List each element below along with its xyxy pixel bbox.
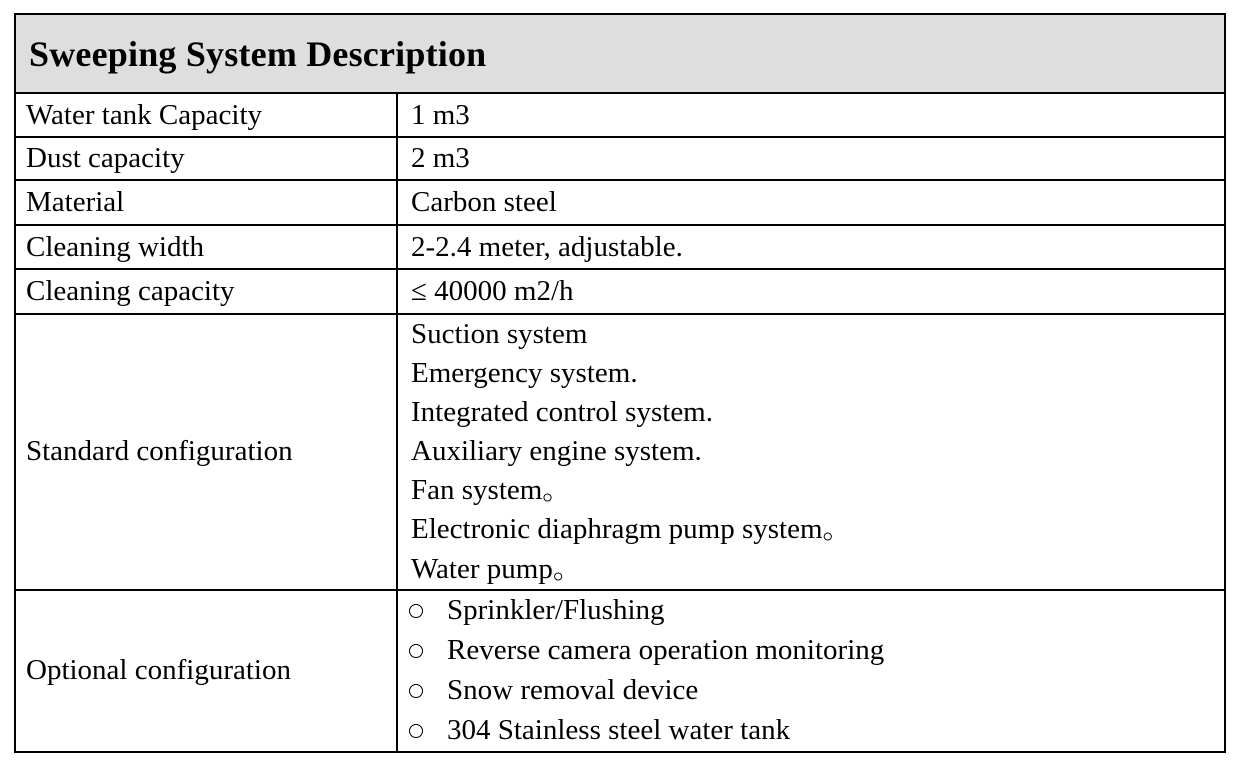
circle-bullet-icon — [409, 604, 423, 618]
optional-config-item — [398, 591, 1224, 631]
standard-config-line: Fan system。 — [411, 474, 572, 507]
standard-config-line: Water pump。 — [411, 552, 582, 585]
table-row — [15, 269, 1225, 314]
optional-config-text: Reverse camera operation monitoring — [447, 634, 885, 667]
row-value-water-tank-capacity: 1 m3 — [397, 93, 1225, 137]
optional-config-text: 304 Stainless steel water tank — [447, 714, 791, 747]
circle-bullet-icon — [409, 644, 423, 658]
optional-config-text: Sprinkler/Flushing — [447, 594, 665, 627]
row-label-cleaning-width: Cleaning width — [15, 225, 397, 269]
optional-config-item — [398, 671, 1224, 711]
row-value-cleaning-capacity: ≤ 40000 m2/h — [397, 269, 1225, 314]
table-row — [15, 93, 1225, 137]
standard-config-line: Integrated control system. — [411, 396, 713, 429]
row-value-material: Carbon steel — [397, 180, 1225, 225]
row-value-dust-capacity: 2 m3 — [397, 137, 1225, 180]
optional-config-item — [398, 631, 1224, 671]
standard-config-line: Emergency system. — [411, 357, 638, 390]
standard-config-line: Auxiliary engine system. — [411, 435, 702, 468]
optional-configuration-row — [15, 590, 1225, 752]
optional-configuration-list — [397, 590, 1225, 752]
row-value-cleaning-width: 2-2.4 meter, adjustable. — [397, 225, 1225, 269]
table-header-row — [15, 14, 1225, 93]
table-title: Sweeping System Description — [15, 14, 1225, 93]
row-label-water-tank-capacity: Water tank Capacity — [15, 93, 397, 137]
row-label-dust-capacity: Dust capacity — [15, 137, 397, 180]
sweeping-system-spec-table — [14, 13, 1226, 753]
table-row — [15, 225, 1225, 269]
standard-config-line: Suction system — [411, 318, 588, 350]
circle-bullet-icon — [409, 724, 423, 738]
row-label-optional-configuration: Optional configuration — [15, 590, 397, 752]
standard-configuration-row — [15, 314, 1225, 590]
row-label-material: Material — [15, 180, 397, 225]
row-label-standard-configuration: Standard configuration — [15, 314, 397, 590]
optional-config-item — [398, 711, 1224, 751]
standard-config-line: Electronic diaphragm pump system。 — [411, 513, 852, 546]
circle-bullet-icon — [409, 684, 423, 698]
table-row — [15, 137, 1225, 180]
standard-configuration-list — [397, 314, 1225, 590]
table-row — [15, 180, 1225, 225]
optional-config-text: Snow removal device — [447, 674, 699, 707]
row-label-cleaning-capacity: Cleaning capacity — [15, 269, 397, 314]
